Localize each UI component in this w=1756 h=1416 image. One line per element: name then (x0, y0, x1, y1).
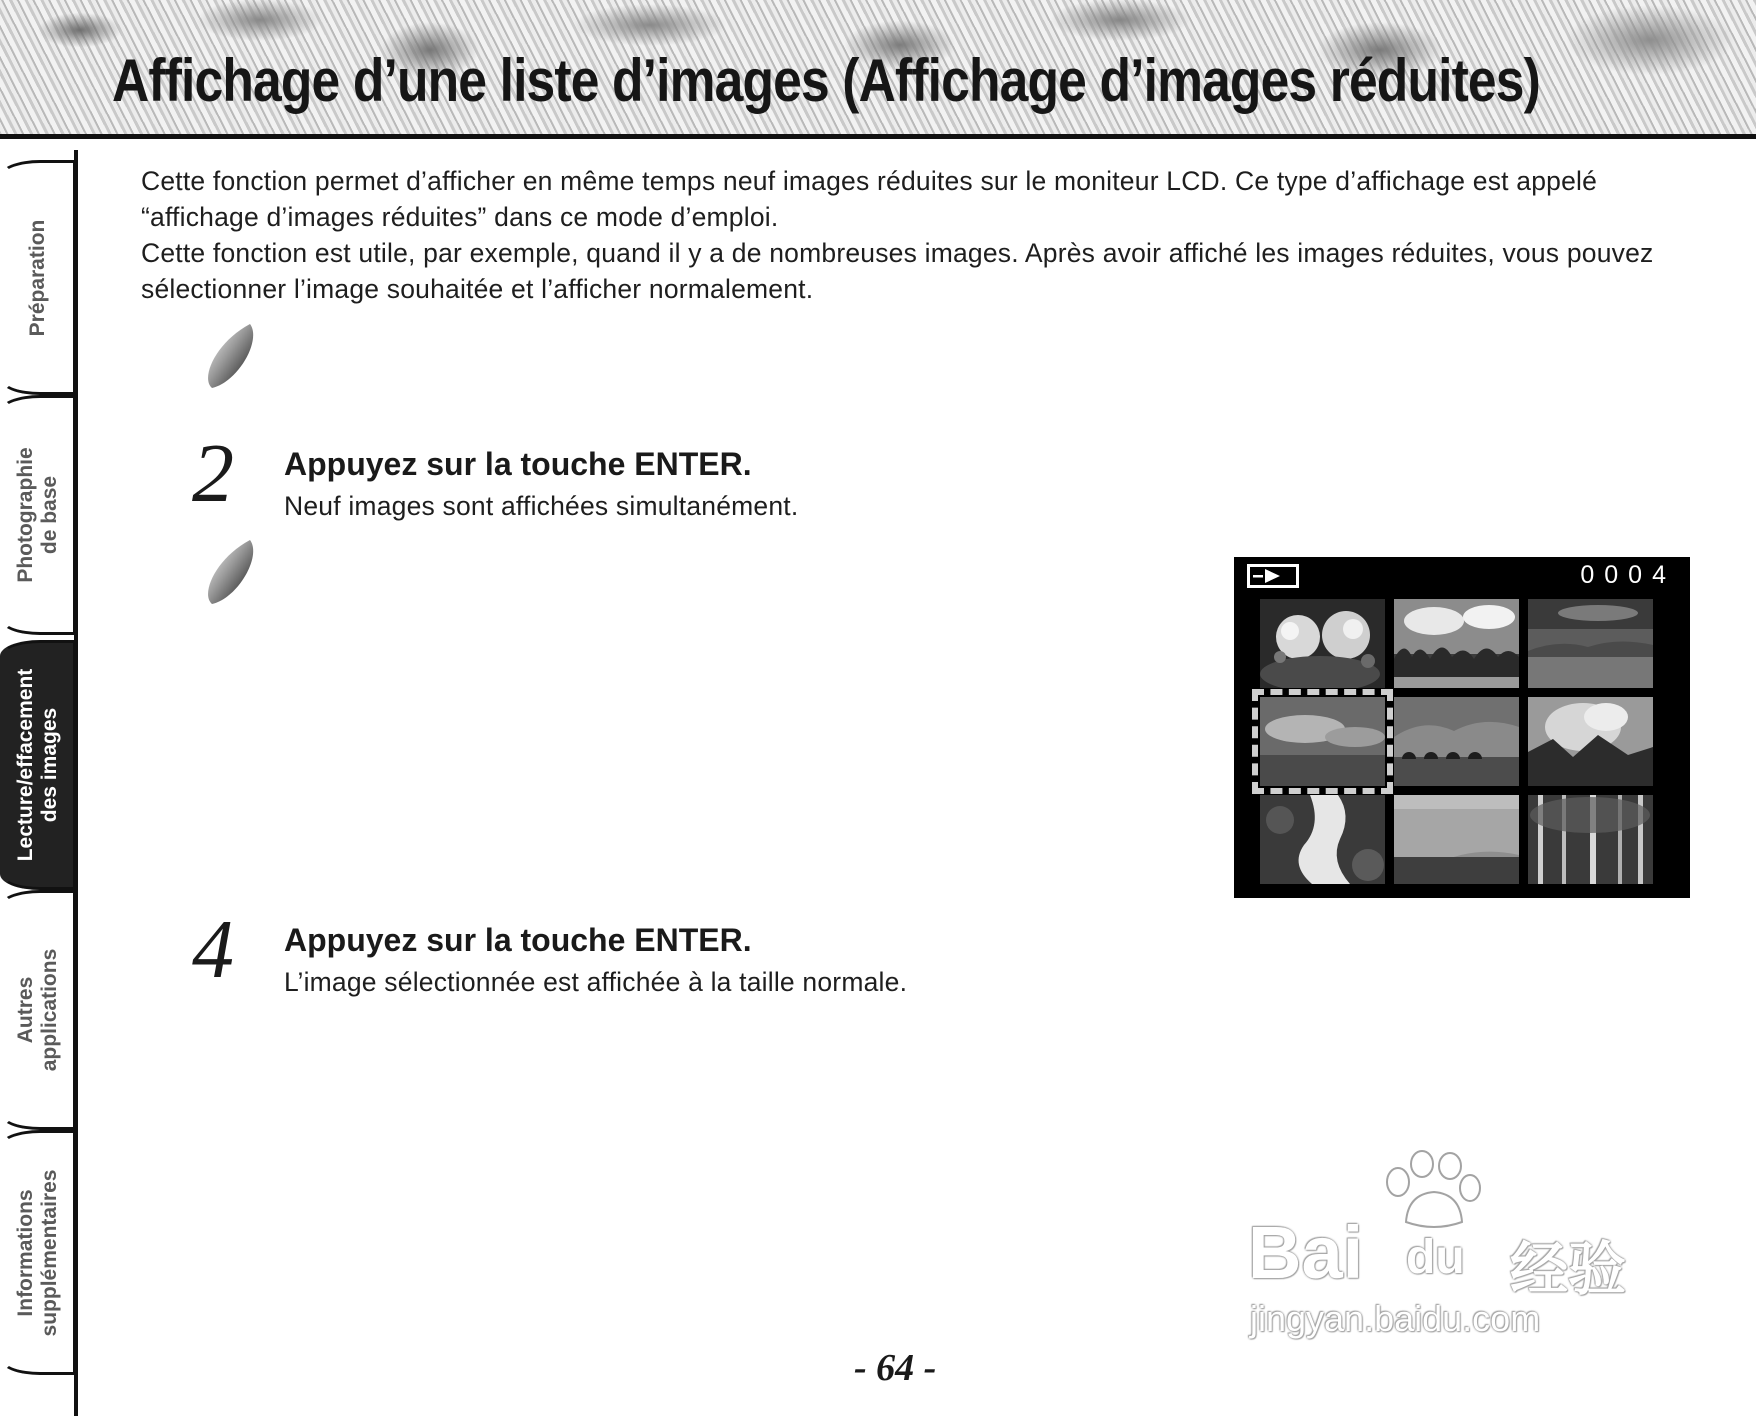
lcd-screen (1234, 557, 1690, 898)
header-banner (0, 0, 1756, 137)
side-tab-informations[interactable] (0, 1130, 76, 1375)
step-1-drop-icon (204, 322, 256, 390)
baidu-watermark (1248, 1150, 1648, 1340)
step-2-description: Neuf images sont affichées simultanément. (284, 491, 799, 521)
step-4-number: 4 (192, 903, 234, 996)
thumbnail-town[interactable] (1394, 795, 1519, 884)
thumbnail-huts[interactable] (1394, 697, 1519, 786)
page-number: - 64 - (854, 1347, 937, 1389)
watermark-url: jingyan.baidu.com (1250, 1298, 1541, 1339)
intro-text (141, 163, 1701, 307)
side-tab-photographie[interactable] (0, 395, 76, 635)
header-rule (0, 134, 1756, 139)
thumbnail-forest[interactable] (1528, 795, 1653, 884)
thumbnail-sky[interactable] (1260, 697, 1385, 786)
watermark-brand-du: du (1406, 1231, 1465, 1284)
side-tab-label: Autres applications (14, 948, 61, 1072)
page-title: Affichage d’une liste d’images (Affichage d’images réduites) (112, 47, 1540, 114)
side-tab-preparation[interactable] (0, 160, 76, 395)
side-tab-label: Photographie de base (14, 447, 61, 583)
thumbnail-flowers[interactable] (1260, 599, 1385, 688)
watermark-cn: 经验 (1510, 1237, 1627, 1302)
play-mode-icon (1247, 564, 1299, 588)
watermark-brand: Bai (1248, 1211, 1364, 1294)
step-4-title: Appuyez sur la touche ENTER. (284, 922, 752, 958)
side-tab-label: Informations supplémentaires (14, 1169, 61, 1336)
intro-paragraph-1: Cette fonction permet d’afficher en même temps neuf images réduites sur le moniteur LCD. Ce type d’affichage est appelé “affichage d’images réduites” dans ce mode d’emploi. (141, 166, 1598, 232)
side-tab-lecture[interactable] (0, 640, 76, 890)
step-2-number: 2 (192, 427, 234, 520)
side-tab-autres[interactable] (0, 890, 76, 1130)
step-3-drop-icon (204, 538, 256, 606)
step-4-description: L’image sélectionnée est affichée à la taille normale. (284, 967, 908, 997)
paw-logo-icon (1378, 1150, 1488, 1230)
thumbnail-meadow[interactable] (1528, 599, 1653, 688)
step-2-title: Appuyez sur la touche ENTER. (284, 446, 752, 482)
image-counter: 0004 (1580, 561, 1676, 589)
side-tab-label: Lecture/effacement des images (14, 668, 61, 862)
thumbnail-volcano[interactable] (1528, 697, 1653, 786)
intro-paragraph-2: Cette fonction est utile, par exemple, quand il y a de nombreuses images. Après avoir affiché les images réduites, vous pouvez sélectionner l’image souhaitée et l’afficher normalement. (141, 238, 1654, 304)
thumbnail-palm-trees[interactable] (1394, 599, 1519, 688)
thumbnail-waterfall[interactable] (1260, 795, 1385, 884)
side-tab-label: Préparation (26, 219, 49, 336)
